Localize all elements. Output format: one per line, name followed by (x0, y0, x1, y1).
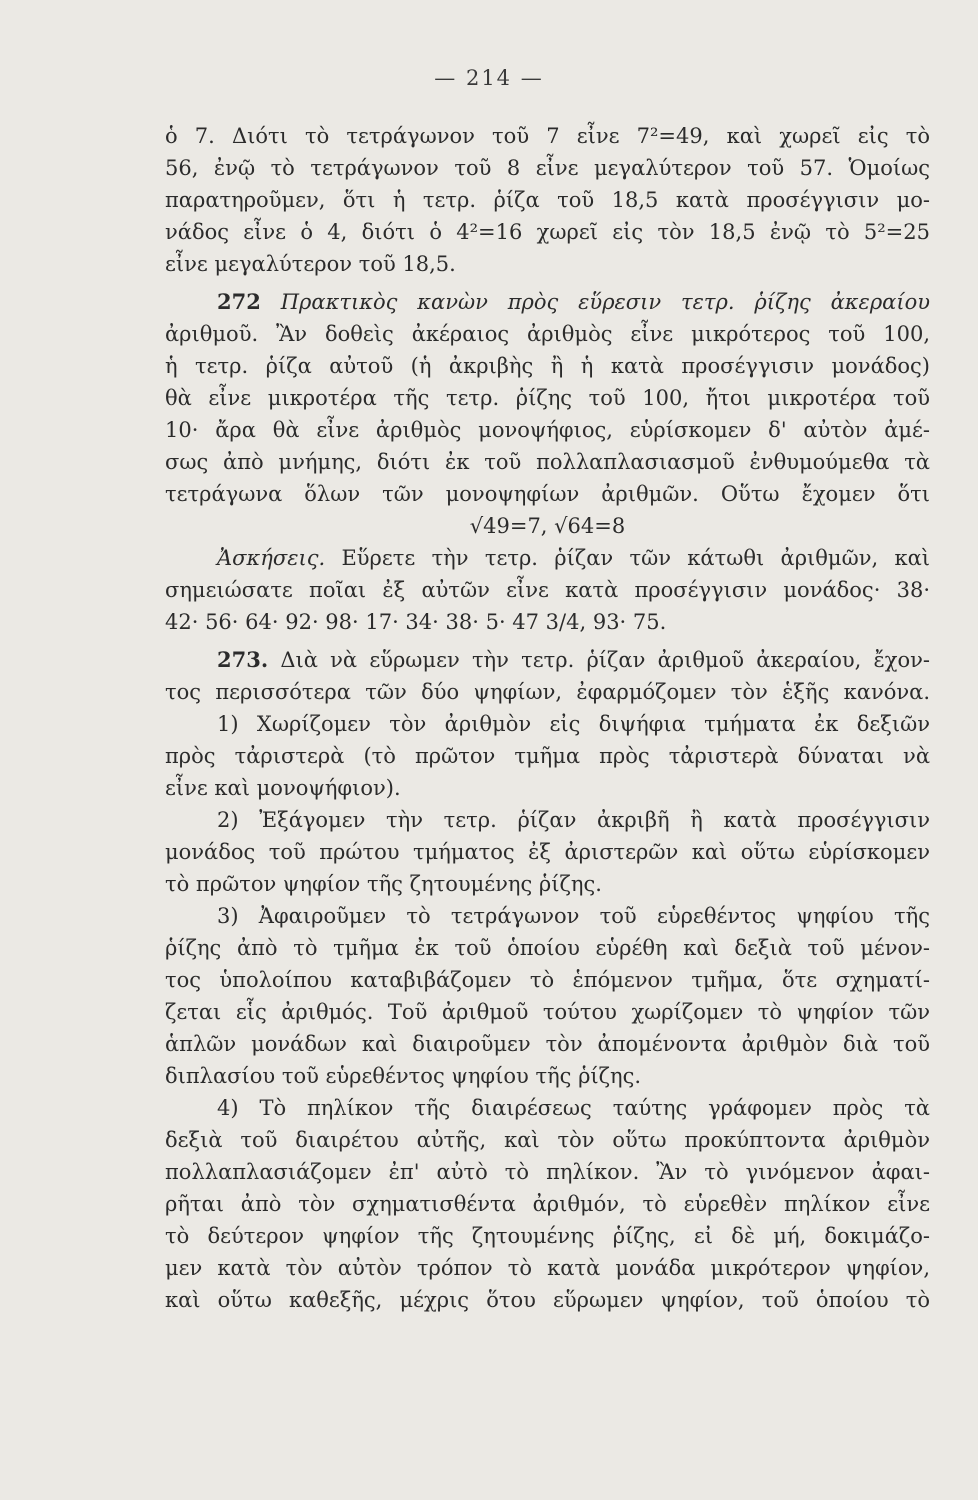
text-line: ἀριθμοῦ. Ἂν δοθεὶς ἀκέραιος ἀριθμὸς εἶνε μικρότερος τοῦ 100, (165, 322, 930, 346)
exercises-text: Εὕρετε τὴν τετρ. ῥίζαν τῶν κάτωθι ἀριθμῶν, καὶ (325, 546, 930, 570)
text-line: 42· 56· 64· 92· 98· 17· 34· 38· 5· 47 3/4, 93· 75. (165, 610, 667, 634)
section-text: Διὰ νὰ εὕρωμεν τὴν τετρ. ῥίζαν ἀριθμοῦ ἀκεραίου, ἔχον- (268, 648, 930, 672)
section-title: Πρακτικὸς κανὼν πρὸς εὕρεσιν τετρ. ῥίζης ἀκεραίου (280, 290, 930, 314)
text-line: 2) Ἐξάγομεν τὴν τετρ. ῥίζαν ἀκριβῆ ἢ κατὰ προσέγγισιν (217, 808, 930, 832)
text-line: καὶ οὕτω καθεξῆς, μέχρις ὅτου εὕρωμεν ψηφίον, τοῦ ὁποίου τὸ (165, 1288, 930, 1312)
text-line: μεν κατὰ τὸν αὐτὸν τρόπον τὸ κατὰ μονάδα μικρότερον ψηφίον, (165, 1256, 930, 1280)
text-line: τετράγωνα ὅλων τῶν μονοψηφίων ἀριθμῶν. Οὕτω ἔχομεν ὅτι (165, 482, 930, 506)
text-line: νάδος εἶνε ὁ 4, διότι ὁ 4²=16 χωρεῖ εἰς τὸν 18,5 ἐνῷ τὸ 5²=25 (165, 220, 930, 244)
text-line: πρὸς τἀριστερὰ (τὸ πρῶτον τμῆμα πρὸς τἀριστερὰ δύναται νὰ (165, 744, 930, 768)
exercises-line (165, 542, 930, 574)
formula-line: √49=7, √64=8 (469, 514, 626, 538)
text-line: διπλασίου τοῦ εὑρεθέντος ψηφίου τῆς ῥίζης. (165, 1064, 642, 1088)
text-line: τὸ πρῶτον ψηφίον τῆς ζητουμένης ῥίζης. (165, 872, 602, 896)
section-heading-273 (165, 644, 930, 676)
text-line: τος ὑπολοίπου καταβιβάζομεν τὸ ἑπόμενον τμῆμα, ὅτε σχηματί- (165, 968, 930, 992)
text-line: 10· ἄρα θὰ εἶνε ἀριθμὸς μονοψήφιος, εὑρίσκομεν δ' αὐτὸν ἀμέ- (165, 418, 930, 442)
text-line: ζεται εἷς ἀριθμός. Τοῦ ἀριθμοῦ τούτου χωρίζομεν τὸ ψηφίον τῶν (165, 1000, 930, 1024)
text-line: 1) Χωρίζομεν τὸν ἀριθμὸν εἰς διψήφια τμήματα ἐκ δεξιῶν (217, 712, 930, 736)
body-text (165, 120, 930, 1316)
text-line: 4) Τὸ πηλίκον τῆς διαιρέσεως ταύτης γράφομεν πρὸς τὰ (217, 1096, 930, 1120)
text-line: τὸ δεύτερον ψηφίον τῆς ζητουμένης ῥίζης, εἰ δὲ μή, δοκιμάζο- (165, 1224, 930, 1248)
text-line: δεξιὰ τοῦ διαιρέτου αὐτῆς, καὶ τὸν οὕτω προκύπτοντα ἀριθμὸν (165, 1128, 930, 1152)
text-line: σημειώσατε ποῖαι ἐξ αὐτῶν εἶνε κατὰ προσέγγισιν μονάδος· 38· (165, 578, 930, 602)
text-line: 3) Ἀφαιροῦμεν τὸ τετράγωνον τοῦ εὑρεθέντος ψηφίου τῆς (217, 904, 930, 928)
text-line: ῥίζης ἀπὸ τὸ τμῆμα ἐκ τοῦ ὁποίου εὑρέθη καὶ δεξιὰ τοῦ μένον- (165, 936, 930, 960)
text-line: σως ἀπὸ μνήμης, διότι ἐκ τοῦ πολλαπλασιασμοῦ ἐνθυμούμεθα τὰ (165, 450, 930, 474)
section-number: 273. (217, 647, 269, 672)
text-line: θὰ εἶνε μικροτέρα τῆς τετρ. ῥίζης τοῦ 100, ἤτοι μικροτέρα τοῦ (165, 386, 930, 410)
text-line: μονάδος τοῦ πρώτου τμήματος ἐξ ἀριστερῶν καὶ οὕτω εὑρίσκομεν (165, 840, 930, 864)
text-line: εἶνε καὶ μονοψήφιον). (165, 776, 401, 800)
text-line: τος περισσότερα τῶν δύο ψηφίων, ἐφαρμόζομεν τὸν ἑξῆς κανόνα. (165, 680, 930, 704)
section-number: 272 (217, 289, 261, 314)
page-number: — 214 — (434, 66, 544, 90)
text-line: εἶνε μεγαλύτερον τοῦ 18,5. (165, 252, 456, 276)
text-line: ρῆται ἀπὸ τὸν σχηματισθέντα ἀριθμόν, τὸ εὑρεθὲν πηλίκον εἶνε (165, 1192, 930, 1216)
text-line: 56, ἐνῷ τὸ τετράγωνον τοῦ 8 εἶνε μεγαλύτερον τοῦ 57. Ὁμοίως (165, 156, 930, 180)
text-line: παρατηροῦμεν, ὅτι ἡ τετρ. ῥίζα τοῦ 18,5 κατὰ προσέγγισιν μο- (165, 188, 930, 212)
text-line: πολλαπλασιάζομεν ἐπ' αὐτὸ τὸ πηλίκον. Ἂν τὸ γινόμενον ἀφαι- (165, 1160, 930, 1184)
section-heading-272 (165, 286, 930, 318)
text-line: ἡ τετρ. ῥίζα αὐτοῦ (ἡ ἀκριβὴς ἢ ἡ κατὰ προσέγγισιν μονάδος) (165, 354, 930, 378)
text-line: ἁπλῶν μονάδων καὶ διαιροῦμεν τὸν ἀπομένοντα ἀριθμὸν διὰ τοῦ (165, 1032, 930, 1056)
text-line: ὁ 7. Διότι τὸ τετράγωνον τοῦ 7 εἶνε 7²=49, καὶ χωρεῖ εἰς τὸ (165, 124, 930, 148)
exercises-label: Ἀσκήσεις. (217, 546, 326, 570)
